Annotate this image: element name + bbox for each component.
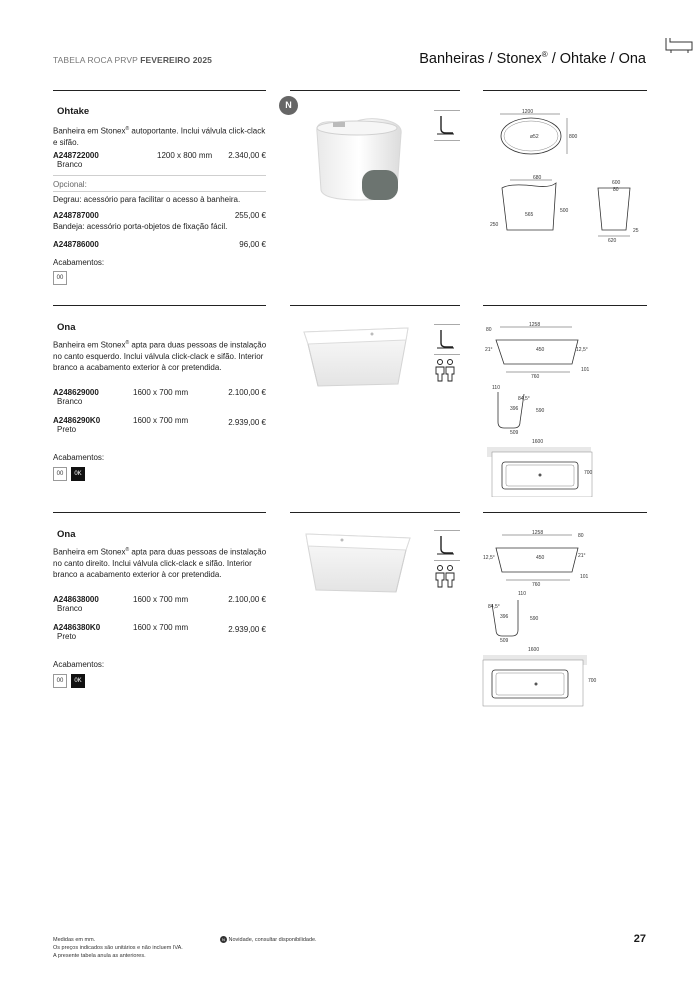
option-price: 255,00 €: [234, 211, 266, 220]
product-title: Ohtake: [57, 106, 90, 117]
svg-text:760: 760: [532, 582, 541, 588]
svg-text:1258: 1258: [529, 322, 541, 328]
svg-text:396: 396: [510, 406, 519, 412]
ona-left-bathtub-image: [300, 322, 415, 392]
finish-swatch-white[interactable]: 00: [53, 674, 67, 688]
svg-text:509: 509: [510, 430, 519, 436]
finishes-label: Acabamentos:: [53, 453, 105, 462]
svg-text:21°: 21°: [578, 553, 586, 559]
option-code: A248787000: [53, 211, 99, 220]
option-description: Bandeja: acessório porta-objetos de fixação fácil.: [53, 222, 228, 231]
svg-text:110: 110: [492, 385, 500, 391]
product-dimensions: 1600 x 700 mm: [133, 623, 189, 632]
product-description: Banheira em Stonex® autoportante. Inclui válvula click-clack e sifão.: [53, 126, 266, 147]
svg-text:590: 590: [530, 616, 539, 622]
svg-text:509: 509: [500, 638, 509, 644]
svg-text:101: 101: [580, 574, 589, 580]
svg-text:25: 25: [633, 228, 639, 234]
option-price: 96,00 €: [239, 240, 266, 249]
product-code: A248629000: [53, 388, 99, 397]
catalog-date: FEVEREIRO 2025: [140, 55, 213, 65]
novelty-note: N Novidade, consultar disponibilidade.: [220, 936, 317, 943]
svg-text:250: 250: [490, 222, 499, 228]
section-rule: [290, 512, 460, 513]
svg-text:565: 565: [525, 212, 534, 218]
ona-right-technical-drawing: [480, 528, 600, 708]
foot-step-icon: [434, 328, 456, 350]
product-dimensions: 1600 x 700 mm: [133, 416, 189, 425]
option-description: Degrau: acessório para facilitar o acesso à banheira.: [53, 195, 241, 204]
footer-notes: Medidas em mm. Os preços indicados são unitários e não incluem IVA. A presente tabela anula as anteriores.: [53, 937, 183, 959]
svg-text:ø52: ø52: [530, 134, 539, 140]
optional-label: Opcional:: [53, 180, 87, 189]
svg-text:1200: 1200: [522, 109, 534, 115]
finish-swatch-white[interactable]: 00: [53, 271, 67, 285]
section-rule: [53, 305, 266, 306]
section-rule: [483, 305, 647, 306]
svg-text:80: 80: [578, 533, 584, 539]
product-dimensions: 1600 x 700 mm: [133, 595, 189, 604]
svg-text:80: 80: [613, 187, 619, 193]
svg-text:620: 620: [608, 238, 617, 244]
finishes-label: Acabamentos:: [53, 660, 105, 669]
product-color: Preto: [57, 632, 77, 641]
product-dimensions: 1600 x 700 mm: [133, 388, 189, 397]
product-code: A2486290K0: [53, 416, 101, 425]
option-code: A248786000: [53, 240, 99, 249]
svg-text:396: 396: [500, 614, 509, 620]
section-rule: [53, 512, 266, 513]
finish-swatch-black[interactable]: 0K: [71, 467, 85, 481]
product-description: Banheira em Stonex® apta para duas pessoas de instalação no canto direito. Inclui válvula click-clack e sifão. Interior branco a acabamento exterior à cor pretendida.: [53, 547, 267, 579]
foot-step-icon: [434, 534, 456, 556]
product-color: Branco: [57, 160, 83, 169]
section-rule: [483, 512, 647, 513]
svg-text:1258: 1258: [532, 530, 544, 536]
section-rule: [483, 90, 647, 91]
divider: [53, 191, 266, 192]
product-color: Branco: [57, 397, 83, 406]
product-price: 2.939,00 €: [228, 418, 266, 427]
finishes-label: Acabamentos:: [53, 258, 105, 267]
catalog-prefix: TABELA ROCA PRVP: [53, 55, 138, 65]
ona-right-bathtub-image: [300, 528, 415, 598]
catalog-header: [53, 55, 212, 65]
product-code: A248722000: [53, 151, 99, 160]
foot-step-icon: [434, 114, 456, 136]
section-rule: [290, 305, 460, 306]
product-dimensions: 1200 x 800 mm: [157, 151, 213, 160]
product-color: Preto: [57, 425, 77, 434]
novelty-badge-icon: N: [220, 936, 227, 943]
svg-text:680: 680: [533, 175, 542, 181]
product-price: 2.100,00 €: [228, 388, 266, 397]
product-color: Branco: [57, 604, 83, 613]
product-title: Ona: [57, 322, 76, 333]
svg-text:600: 600: [612, 180, 621, 186]
product-title: Ona: [57, 529, 76, 540]
page-number: 27: [633, 933, 646, 945]
ona-left-technical-drawing: [484, 322, 599, 497]
svg-text:80: 80: [486, 327, 492, 333]
product-description: Banheira em Stonex® apta para duas pessoas de instalação no canto esquerdo. Inclui válvula click-clack e sifão. Interior branco a acabamento exterior à cor pretendida.: [53, 340, 267, 372]
svg-text:21°: 21°: [485, 347, 493, 353]
svg-text:110: 110: [518, 591, 526, 597]
svg-text:760: 760: [531, 374, 540, 380]
svg-text:12,5°: 12,5°: [576, 347, 588, 353]
svg-text:84,5°: 84,5°: [518, 396, 530, 402]
svg-text:500: 500: [560, 208, 569, 214]
ohtake-bathtub-image: [305, 110, 420, 205]
section-rule: [53, 90, 266, 91]
svg-text:12,5°: 12,5°: [483, 555, 495, 561]
section-title: Banheiras / Stonex® / Ohtake / Ona: [419, 50, 646, 67]
svg-text:700: 700: [588, 678, 597, 684]
svg-text:450: 450: [536, 555, 545, 561]
svg-text:450: 450: [536, 347, 545, 353]
new-badge: N: [279, 96, 298, 115]
ohtake-technical-drawing: [490, 108, 640, 248]
product-price: 2.340,00 €: [228, 151, 266, 160]
product-code: A248638000: [53, 595, 99, 604]
svg-text:590: 590: [536, 408, 545, 414]
divider: [53, 175, 266, 176]
finish-swatch-white[interactable]: 00: [53, 467, 67, 481]
svg-text:700: 700: [584, 470, 593, 476]
svg-text:1600: 1600: [532, 439, 544, 445]
svg-text:101: 101: [581, 367, 590, 373]
section-rule: [290, 90, 460, 91]
svg-text:800: 800: [569, 134, 578, 140]
product-price: 2.100,00 €: [228, 595, 266, 604]
product-code: A2486380K0: [53, 623, 101, 632]
bathtub-icon: [664, 36, 694, 54]
svg-text:84,5°: 84,5°: [488, 604, 500, 610]
two-persons-icon: [434, 564, 456, 588]
svg-text:1600: 1600: [528, 647, 540, 653]
product-price: 2.939,00 €: [228, 625, 266, 634]
two-persons-icon: [434, 358, 456, 382]
finish-swatch-black[interactable]: 0K: [71, 674, 85, 688]
